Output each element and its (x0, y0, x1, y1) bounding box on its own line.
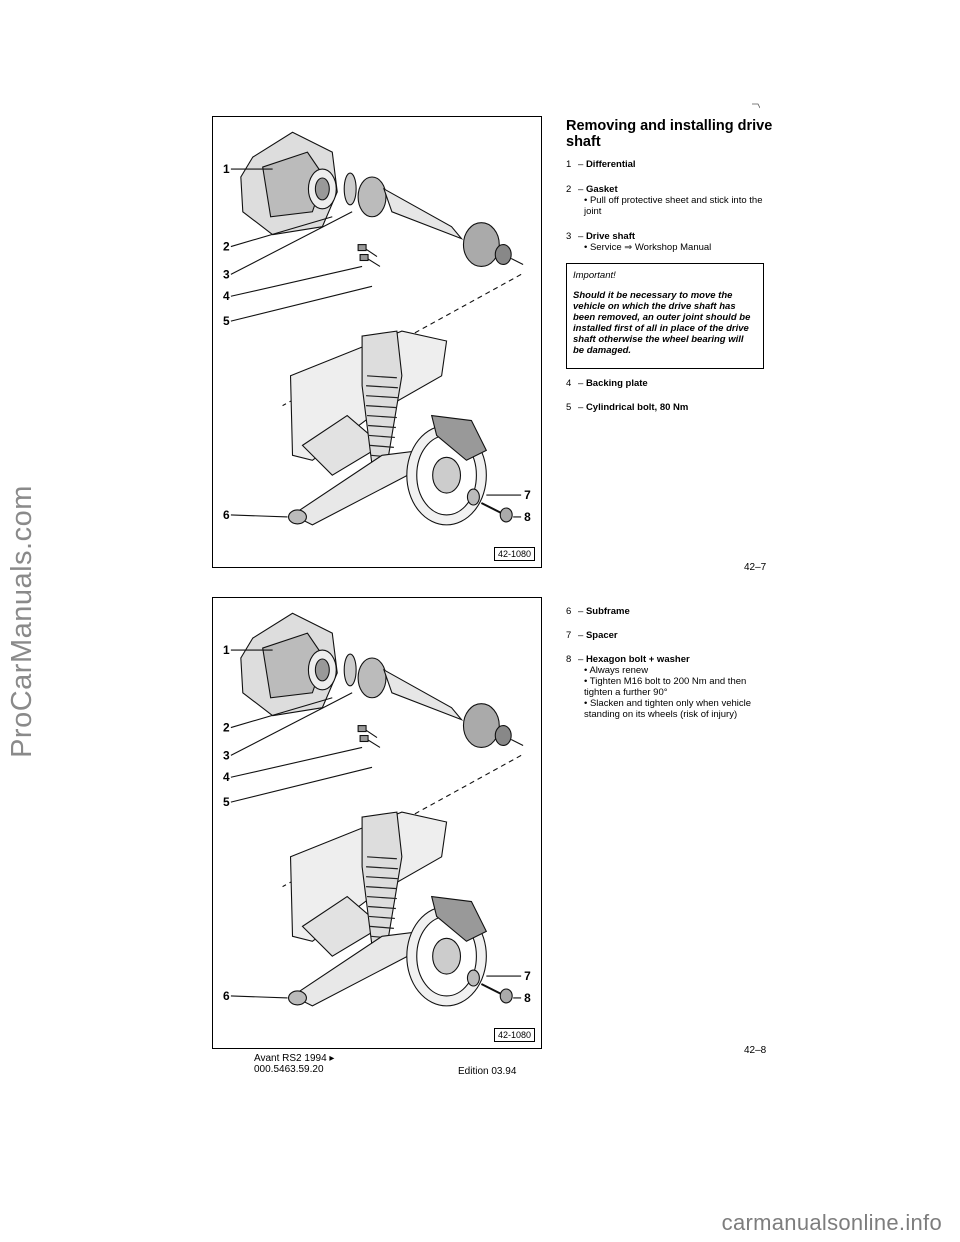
callout-8: 8 (524, 509, 531, 524)
callout-7: 7 (524, 969, 531, 984)
note: • Tighten M16 bolt to 200 Nm and then tighten a further 90° (584, 676, 771, 698)
legend-item-4: 4 – Backing plate (566, 378, 648, 389)
callout-4: 4 (222, 289, 230, 304)
exploded-view-figure-top (212, 116, 542, 568)
item-notes (566, 195, 771, 217)
item-notes (566, 242, 771, 253)
section-title: Removing and installing drive shaft (566, 118, 773, 150)
note: • Slacken and tighten only when vehicle standing on its wheels (risk of injury) (584, 698, 771, 720)
page-number: 42–8 (744, 1045, 767, 1056)
callout-5: 5 (222, 795, 230, 810)
callout-1: 1 (222, 643, 230, 658)
callout-4: 4 (222, 770, 230, 785)
important-notice (566, 263, 764, 369)
exploded-view-figure-bottom (212, 597, 542, 1049)
figure-code: 42-1080 (494, 1028, 535, 1042)
footer-model-block (254, 1053, 334, 1075)
footer-doc-number: 000.5463.59.20 (254, 1064, 324, 1075)
note: • Always renew (584, 665, 771, 676)
callout-8: 8 (524, 990, 531, 1005)
callout-3: 3 (222, 748, 230, 763)
legend-item-3: 3 – Drive shaft • Service ⇒ Workshop Manual (566, 231, 771, 253)
figure-code: 42-1080 (494, 547, 535, 561)
footer-model: Avant RS2 1994 ▸ (254, 1053, 335, 1064)
callout-6: 6 (222, 507, 230, 522)
item-notes (566, 665, 771, 720)
page-number: 42–7 (744, 562, 767, 573)
legend-item-2: 2 – Gasket • Pull off protective sheet and stick into the joint (566, 184, 771, 217)
callout-2: 2 (222, 239, 230, 254)
callout-1: 1 (222, 162, 230, 177)
note: • Pull off protective sheet and stick into the joint (584, 195, 771, 217)
callout-3: 3 (222, 267, 230, 282)
callout-6: 6 (222, 988, 230, 1003)
important-heading: Important! (573, 270, 616, 281)
legend-item-5: 5 – Cylindrical bolt, 80 Nm (566, 402, 689, 413)
side-watermark (0, 0, 48, 1242)
callout-2: 2 (222, 720, 230, 735)
side-watermark-text: ProCarManuals.com (5, 484, 38, 758)
drive-shaft-diagram (213, 117, 541, 567)
footer-edition: Edition 03.94 (458, 1066, 517, 1077)
callout-7: 7 (524, 488, 531, 503)
corner-mark (752, 103, 760, 109)
legend-item-1: 1 – Differential (566, 159, 636, 170)
legend-item-7: 7 – Spacer (566, 630, 618, 641)
legend-item-6: 6 – Subframe (566, 606, 630, 617)
callout-5: 5 (222, 314, 230, 329)
important-text: Should it be necessary to move the vehicle on which the drive shaft has been removed, an outer joint should be installed first of all in place of the drive shaft otherwise the wheel bearing will be damaged. (573, 290, 751, 356)
legend-item-8: 8 – Hexagon bolt + washer • Always renew • Tighten M16 bolt to 200 Nm and then tighten a further 90° • Slacken and tighten only when vehicle standing on its wheels (risk of injury) (566, 654, 771, 720)
bottom-watermark: carmanualsonline.info (721, 1210, 942, 1235)
note: • Service ⇒ Workshop Manual (584, 242, 771, 253)
drive-shaft-diagram-repeat (213, 598, 541, 1048)
